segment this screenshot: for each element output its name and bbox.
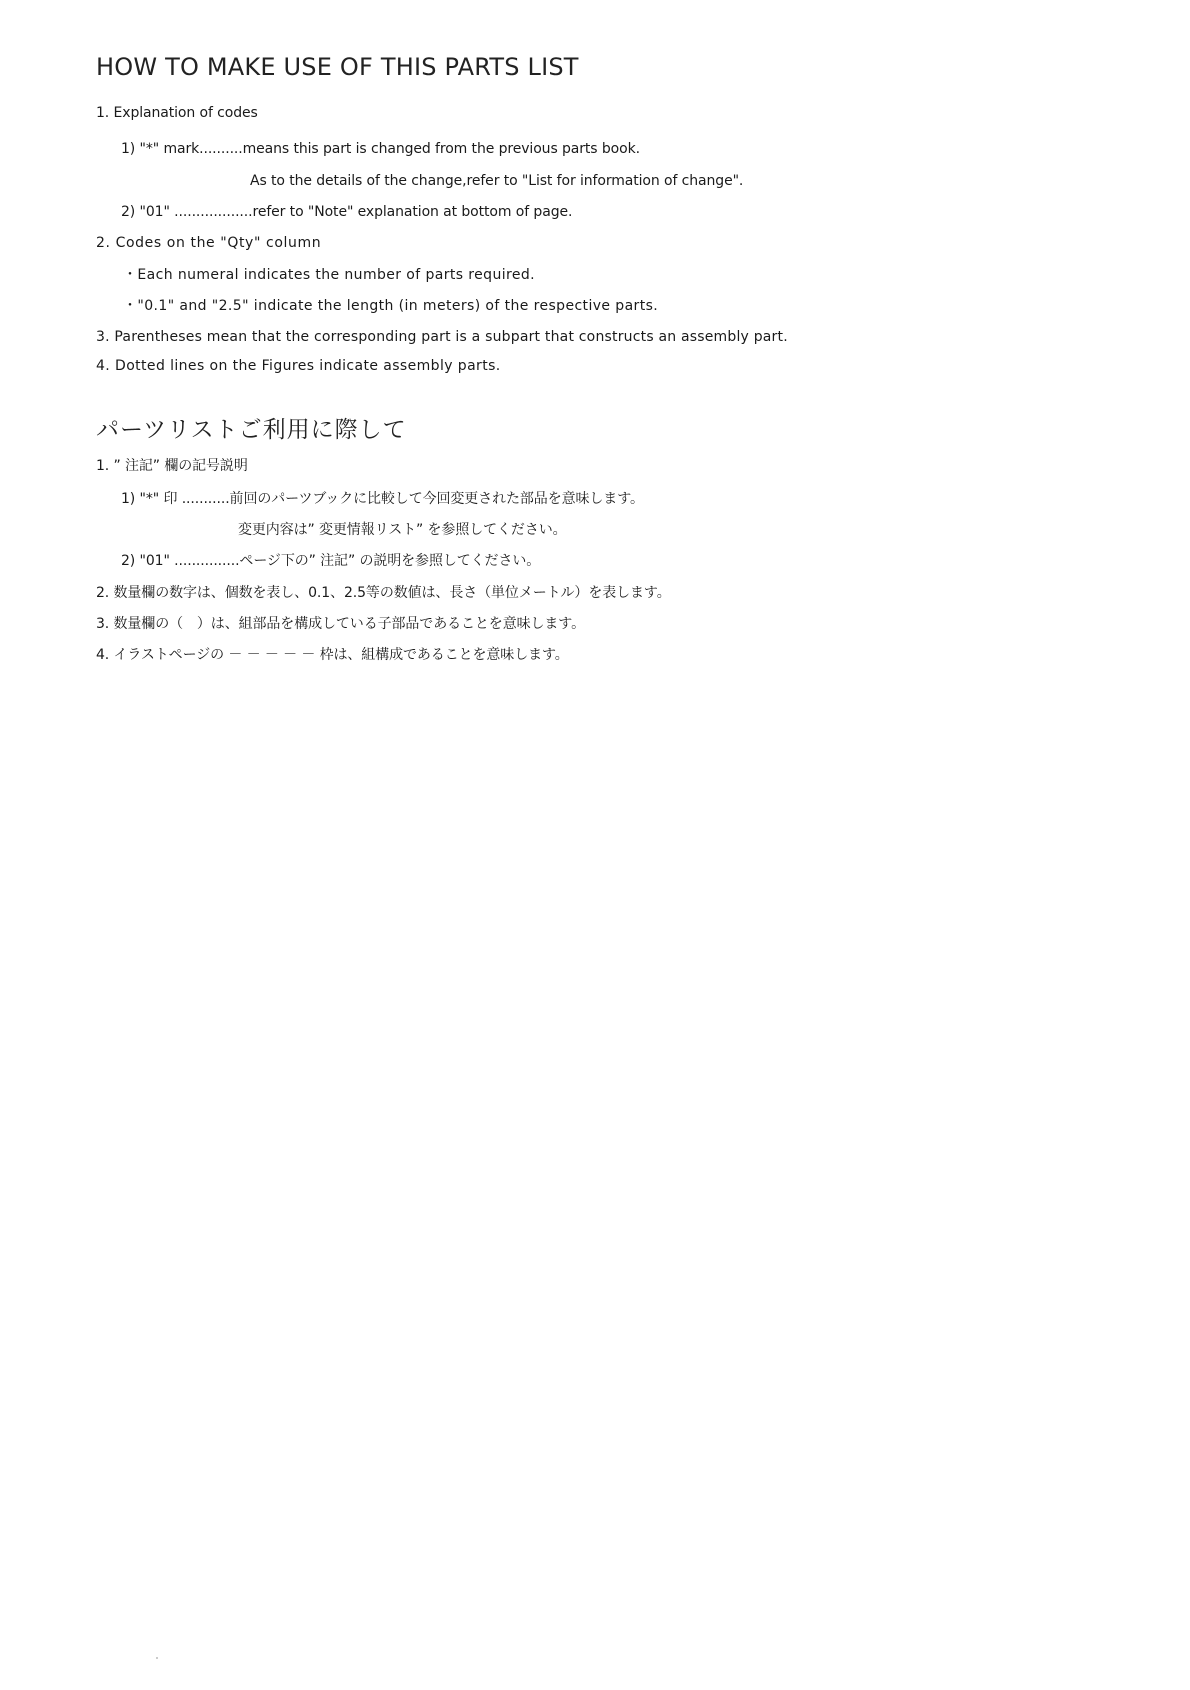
ja-item-1-1: 1) "*" 印 ...........前回のパーツブックに比較して今回変更された部品を意味します。 [121, 491, 644, 507]
ja-item-4: 4. イラストページの － － － － － 枠は、組構成であることを意味します。 [96, 647, 569, 663]
japanese-heading: パーツリストご利用に際して [96, 417, 407, 443]
en-item-1: 1. Explanation of codes [96, 105, 258, 121]
en-item-2: 2. Codes on the "Qty" column [96, 235, 322, 251]
en-item-4: 4. Dotted lines on the Figures indicate assembly parts. [96, 358, 501, 374]
ja-item-1: 1. ” 注記” 欄の記号説明 [96, 458, 248, 474]
en-item-2-b: ・"0.1" and "2.5" indicate the length (in meters) of the respective parts. [123, 298, 659, 314]
en-item-1-1-detail: As to the details of the change,refer to "List for information of change". [250, 173, 744, 189]
scan-speck [156, 1657, 158, 1659]
ja-item-1-2: 2) "01" ...............ページ下の” 注記” の説明を参照してください。 [121, 553, 541, 569]
en-item-3: 3. Parentheses mean that the corresponding part is a subpart that constructs an assembly part. [96, 329, 788, 345]
ja-item-2: 2. 数量欄の数字は、個数を表し、0.1、2.5等の数値は、長さ（単位メートル）を表します。 [96, 585, 671, 601]
english-heading: HOW TO MAKE USE OF THIS PARTS LIST [96, 53, 579, 81]
en-item-1-1: 1) "*" mark..........means this part is changed from the previous parts book. [121, 141, 640, 157]
ja-item-1-1-detail: 変更内容は” 変更情報リスト” を参照してください。 [238, 522, 567, 538]
en-item-1-2: 2) "01" ..................refer to "Note" explanation at bottom of page. [121, 204, 573, 220]
ja-item-3: 3. 数量欄の（ ）は、組部品を構成している子部品であることを意味します。 [96, 616, 585, 632]
en-item-2-a: ・Each numeral indicates the number of parts required. [123, 267, 536, 283]
